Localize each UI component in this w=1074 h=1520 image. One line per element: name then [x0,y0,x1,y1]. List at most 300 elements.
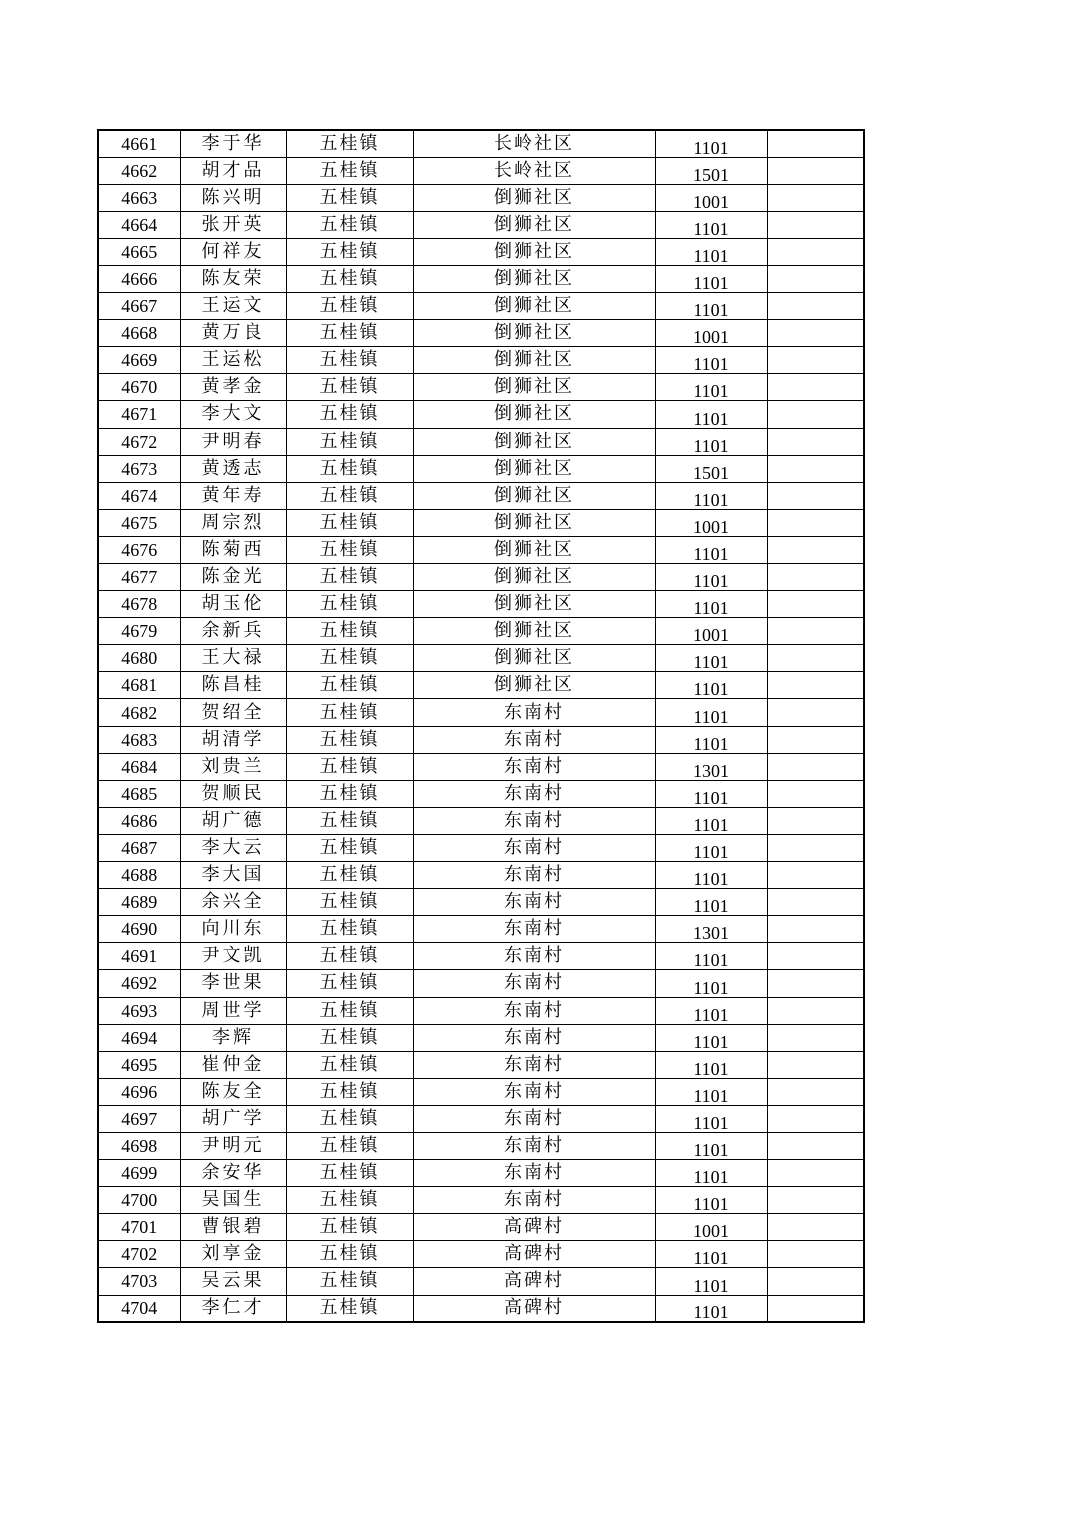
person-name-cell: 周世学 [180,997,286,1024]
town-cell: 五桂镇 [286,672,413,699]
remark-cell [767,672,864,699]
remark-cell [767,455,864,482]
table-row [98,1051,864,1078]
record-number-cell: 4675 [98,509,180,536]
village-cell: 倒狮社区 [413,482,655,509]
remark-cell [767,1024,864,1051]
table-row [98,753,864,780]
village-cell: 倒狮社区 [413,564,655,591]
remark-cell [767,157,864,184]
table-row [98,1024,864,1051]
code-cell: 1101 [655,1105,767,1132]
code-cell: 1101 [655,1132,767,1159]
person-name-cell: 周宗烈 [180,509,286,536]
person-name-cell: 贺顺民 [180,780,286,807]
remark-cell [767,943,864,970]
code-cell: 1501 [655,157,767,184]
village-cell: 东南村 [413,1078,655,1105]
town-cell: 五桂镇 [286,1024,413,1051]
remark-cell [767,780,864,807]
table-row [98,1105,864,1132]
person-name-cell: 张开英 [180,211,286,238]
record-number-cell: 4688 [98,862,180,889]
town-cell: 五桂镇 [286,536,413,563]
table-row [98,1160,864,1187]
remark-cell [767,293,864,320]
village-cell: 东南村 [413,1187,655,1214]
table-row [98,347,864,374]
town-cell: 五桂镇 [286,455,413,482]
village-cell: 东南村 [413,780,655,807]
record-number-cell: 4699 [98,1160,180,1187]
person-name-cell: 余新兵 [180,618,286,645]
table-row [98,455,864,482]
record-number-cell: 4677 [98,564,180,591]
town-cell: 五桂镇 [286,564,413,591]
record-number-cell: 4670 [98,374,180,401]
village-cell: 东南村 [413,889,655,916]
village-cell: 东南村 [413,943,655,970]
remark-cell [767,1160,864,1187]
village-cell: 长岭社区 [413,157,655,184]
table-row [98,482,864,509]
village-cell: 倒狮社区 [413,591,655,618]
town-cell: 五桂镇 [286,347,413,374]
table-row [98,834,864,861]
code-cell: 1101 [655,997,767,1024]
person-name-cell: 黄透志 [180,455,286,482]
person-name-cell: 陈菊西 [180,536,286,563]
remark-cell [767,1214,864,1241]
record-number-cell: 4664 [98,211,180,238]
table-row [98,726,864,753]
person-name-cell: 胡玉伦 [180,591,286,618]
village-cell: 倒狮社区 [413,211,655,238]
table-row [98,645,864,672]
person-name-cell: 陈友荣 [180,265,286,292]
code-cell: 1501 [655,455,767,482]
village-cell: 东南村 [413,1132,655,1159]
code-cell: 1101 [655,1024,767,1051]
code-cell: 1101 [655,564,767,591]
remark-cell [767,726,864,753]
table-row [98,265,864,292]
record-number-cell: 4665 [98,238,180,265]
person-name-cell: 王运文 [180,293,286,320]
record-number-cell: 4663 [98,184,180,211]
town-cell: 五桂镇 [286,509,413,536]
record-number-cell: 4697 [98,1105,180,1132]
table-row [98,618,864,645]
table-row [98,997,864,1024]
remark-cell [767,211,864,238]
record-number-cell: 4676 [98,536,180,563]
remark-cell [767,753,864,780]
code-cell: 1101 [655,807,767,834]
person-name-cell: 李大国 [180,862,286,889]
record-number-cell: 4692 [98,970,180,997]
person-name-cell: 吴云果 [180,1268,286,1295]
person-name-cell: 王运松 [180,347,286,374]
record-number-cell: 4686 [98,807,180,834]
town-cell: 五桂镇 [286,1132,413,1159]
table-row [98,238,864,265]
village-cell: 倒狮社区 [413,238,655,265]
table-row [98,293,864,320]
town-cell: 五桂镇 [286,320,413,347]
record-number-cell: 4681 [98,672,180,699]
town-cell: 五桂镇 [286,970,413,997]
village-cell: 倒狮社区 [413,672,655,699]
person-name-cell: 刘贵兰 [180,753,286,780]
person-name-cell: 李世果 [180,970,286,997]
remark-cell [767,1132,864,1159]
remark-cell [767,1295,864,1322]
town-cell: 五桂镇 [286,1051,413,1078]
table-row [98,320,864,347]
code-cell: 1101 [655,428,767,455]
code-cell: 1101 [655,862,767,889]
table-row [98,428,864,455]
code-cell: 1101 [655,780,767,807]
table-row [98,211,864,238]
person-name-cell: 余安华 [180,1160,286,1187]
record-number-cell: 4696 [98,1078,180,1105]
remark-cell [767,1051,864,1078]
person-name-cell: 尹明元 [180,1132,286,1159]
town-cell: 五桂镇 [286,184,413,211]
person-name-cell: 黄孝金 [180,374,286,401]
remark-cell [767,1241,864,1268]
record-number-cell: 4674 [98,482,180,509]
remark-cell [767,699,864,726]
town-cell: 五桂镇 [286,618,413,645]
code-cell: 1001 [655,1214,767,1241]
remark-cell [767,401,864,428]
town-cell: 五桂镇 [286,265,413,292]
record-number-cell: 4693 [98,997,180,1024]
record-number-cell: 4678 [98,591,180,618]
code-cell: 1101 [655,130,767,157]
town-cell: 五桂镇 [286,834,413,861]
code-cell: 1101 [655,482,767,509]
village-cell: 倒狮社区 [413,320,655,347]
table-row [98,564,864,591]
record-table [97,129,865,1323]
table-row [98,780,864,807]
town-cell: 五桂镇 [286,753,413,780]
record-number-cell: 4700 [98,1187,180,1214]
code-cell: 1101 [655,1078,767,1105]
code-cell: 1101 [655,943,767,970]
town-cell: 五桂镇 [286,130,413,157]
code-cell: 1101 [655,293,767,320]
remark-cell [767,347,864,374]
table-row [98,1187,864,1214]
town-cell: 五桂镇 [286,1295,413,1322]
code-cell: 1101 [655,347,767,374]
remark-cell [767,834,864,861]
record-number-cell: 4704 [98,1295,180,1322]
record-number-cell: 4662 [98,157,180,184]
village-cell: 东南村 [413,1160,655,1187]
town-cell: 五桂镇 [286,997,413,1024]
person-name-cell: 尹文凯 [180,943,286,970]
village-cell: 东南村 [413,997,655,1024]
remark-cell [767,970,864,997]
table-row [98,509,864,536]
remark-cell [767,482,864,509]
village-cell: 东南村 [413,970,655,997]
table-row [98,943,864,970]
record-number-cell: 4673 [98,455,180,482]
code-cell: 1001 [655,320,767,347]
village-cell: 倒狮社区 [413,293,655,320]
code-cell: 1101 [655,1160,767,1187]
remark-cell [767,889,864,916]
village-cell: 东南村 [413,862,655,889]
town-cell: 五桂镇 [286,482,413,509]
person-name-cell: 陈友全 [180,1078,286,1105]
person-name-cell: 陈昌桂 [180,672,286,699]
table-row [98,1078,864,1105]
person-name-cell: 李辉 [180,1024,286,1051]
remark-cell [767,1105,864,1132]
record-number-cell: 4684 [98,753,180,780]
remark-cell [767,428,864,455]
town-cell: 五桂镇 [286,1268,413,1295]
town-cell: 五桂镇 [286,943,413,970]
remark-cell [767,238,864,265]
code-cell: 1001 [655,618,767,645]
table-row [98,401,864,428]
code-cell: 1101 [655,672,767,699]
village-cell: 倒狮社区 [413,618,655,645]
code-cell: 1101 [655,645,767,672]
town-cell: 五桂镇 [286,374,413,401]
village-cell: 倒狮社区 [413,509,655,536]
village-cell: 东南村 [413,807,655,834]
person-name-cell: 向川东 [180,916,286,943]
code-cell: 1101 [655,238,767,265]
town-cell: 五桂镇 [286,1160,413,1187]
remark-cell [767,536,864,563]
person-name-cell: 余兴全 [180,889,286,916]
code-cell: 1001 [655,184,767,211]
code-cell: 1301 [655,916,767,943]
village-cell: 长岭社区 [413,130,655,157]
record-number-cell: 4690 [98,916,180,943]
table-row [98,970,864,997]
person-name-cell: 刘享金 [180,1241,286,1268]
person-name-cell: 尹明春 [180,428,286,455]
village-cell: 倒狮社区 [413,536,655,563]
code-cell: 1101 [655,699,767,726]
record-number-cell: 4698 [98,1132,180,1159]
table-row [98,889,864,916]
town-cell: 五桂镇 [286,211,413,238]
town-cell: 五桂镇 [286,1105,413,1132]
record-number-cell: 4666 [98,265,180,292]
record-number-cell: 4702 [98,1241,180,1268]
person-name-cell: 黄年寿 [180,482,286,509]
village-cell: 东南村 [413,726,655,753]
table-row [98,1295,864,1322]
village-cell: 倒狮社区 [413,347,655,374]
person-name-cell: 胡广学 [180,1105,286,1132]
village-cell: 高碑村 [413,1241,655,1268]
remark-cell [767,184,864,211]
person-name-cell: 曹银碧 [180,1214,286,1241]
remark-cell [767,1268,864,1295]
town-cell: 五桂镇 [286,1214,413,1241]
record-number-cell: 4668 [98,320,180,347]
village-cell: 倒狮社区 [413,455,655,482]
record-number-cell: 4680 [98,645,180,672]
table-row [98,591,864,618]
code-cell: 1101 [655,1295,767,1322]
village-cell: 倒狮社区 [413,184,655,211]
remark-cell [767,374,864,401]
table-row [98,130,864,157]
remark-cell [767,997,864,1024]
code-cell: 1101 [655,1187,767,1214]
village-cell: 倒狮社区 [413,645,655,672]
record-number-cell: 4703 [98,1268,180,1295]
code-cell: 1101 [655,1268,767,1295]
person-name-cell: 李大文 [180,401,286,428]
remark-cell [767,916,864,943]
person-name-cell: 黄万良 [180,320,286,347]
town-cell: 五桂镇 [286,238,413,265]
town-cell: 五桂镇 [286,1078,413,1105]
town-cell: 五桂镇 [286,428,413,455]
table-row [98,1241,864,1268]
table-row [98,184,864,211]
village-cell: 倒狮社区 [413,265,655,292]
person-name-cell: 何祥友 [180,238,286,265]
town-cell: 五桂镇 [286,401,413,428]
remark-cell [767,618,864,645]
remark-cell [767,265,864,292]
person-name-cell: 崔仲金 [180,1051,286,1078]
person-name-cell: 王大禄 [180,645,286,672]
table-row [98,916,864,943]
town-cell: 五桂镇 [286,889,413,916]
table-row [98,807,864,834]
record-number-cell: 4667 [98,293,180,320]
record-number-cell: 4683 [98,726,180,753]
code-cell: 1001 [655,509,767,536]
town-cell: 五桂镇 [286,699,413,726]
village-cell: 倒狮社区 [413,428,655,455]
code-cell: 1101 [655,889,767,916]
town-cell: 五桂镇 [286,645,413,672]
record-number-cell: 4695 [98,1051,180,1078]
village-cell: 东南村 [413,834,655,861]
record-number-cell: 4687 [98,834,180,861]
village-cell: 倒狮社区 [413,401,655,428]
person-name-cell: 陈兴明 [180,184,286,211]
remark-cell [767,1078,864,1105]
town-cell: 五桂镇 [286,916,413,943]
record-number-cell: 4691 [98,943,180,970]
person-name-cell: 吴国生 [180,1187,286,1214]
person-name-cell: 胡才品 [180,157,286,184]
code-cell: 1101 [655,401,767,428]
code-cell: 1101 [655,1241,767,1268]
person-name-cell: 李仁才 [180,1295,286,1322]
code-cell: 1101 [655,536,767,563]
village-cell: 东南村 [413,1051,655,1078]
town-cell: 五桂镇 [286,157,413,184]
village-cell: 东南村 [413,699,655,726]
code-cell: 1101 [655,374,767,401]
table-row [98,1132,864,1159]
town-cell: 五桂镇 [286,807,413,834]
remark-cell [767,807,864,834]
remark-cell [767,645,864,672]
code-cell: 1301 [655,753,767,780]
record-number-cell: 4679 [98,618,180,645]
record-number-cell: 4682 [98,699,180,726]
record-number-cell: 4672 [98,428,180,455]
town-cell: 五桂镇 [286,1241,413,1268]
village-cell: 高碑村 [413,1295,655,1322]
remark-cell [767,130,864,157]
town-cell: 五桂镇 [286,1187,413,1214]
town-cell: 五桂镇 [286,293,413,320]
code-cell: 1101 [655,834,767,861]
remark-cell [767,564,864,591]
town-cell: 五桂镇 [286,591,413,618]
code-cell: 1101 [655,211,767,238]
person-name-cell: 李于华 [180,130,286,157]
remark-cell [767,320,864,347]
town-cell: 五桂镇 [286,780,413,807]
village-cell: 倒狮社区 [413,374,655,401]
village-cell: 东南村 [413,1105,655,1132]
village-cell: 东南村 [413,1024,655,1051]
town-cell: 五桂镇 [286,862,413,889]
code-cell: 1101 [655,726,767,753]
record-number-cell: 4685 [98,780,180,807]
code-cell: 1101 [655,265,767,292]
record-number-cell: 4671 [98,401,180,428]
table-row [98,1214,864,1241]
table-row [98,374,864,401]
village-cell: 东南村 [413,753,655,780]
person-name-cell: 贺绍全 [180,699,286,726]
village-cell: 高碑村 [413,1214,655,1241]
record-number-cell: 4694 [98,1024,180,1051]
table-body [98,130,864,1322]
town-cell: 五桂镇 [286,726,413,753]
record-number-cell: 4689 [98,889,180,916]
table-row [98,672,864,699]
remark-cell [767,1187,864,1214]
person-name-cell: 李大云 [180,834,286,861]
person-name-cell: 胡广德 [180,807,286,834]
remark-cell [767,862,864,889]
person-name-cell: 胡清学 [180,726,286,753]
remark-cell [767,591,864,618]
code-cell: 1101 [655,591,767,618]
code-cell: 1101 [655,970,767,997]
table-row [98,157,864,184]
record-number-cell: 4661 [98,130,180,157]
person-name-cell: 陈金光 [180,564,286,591]
